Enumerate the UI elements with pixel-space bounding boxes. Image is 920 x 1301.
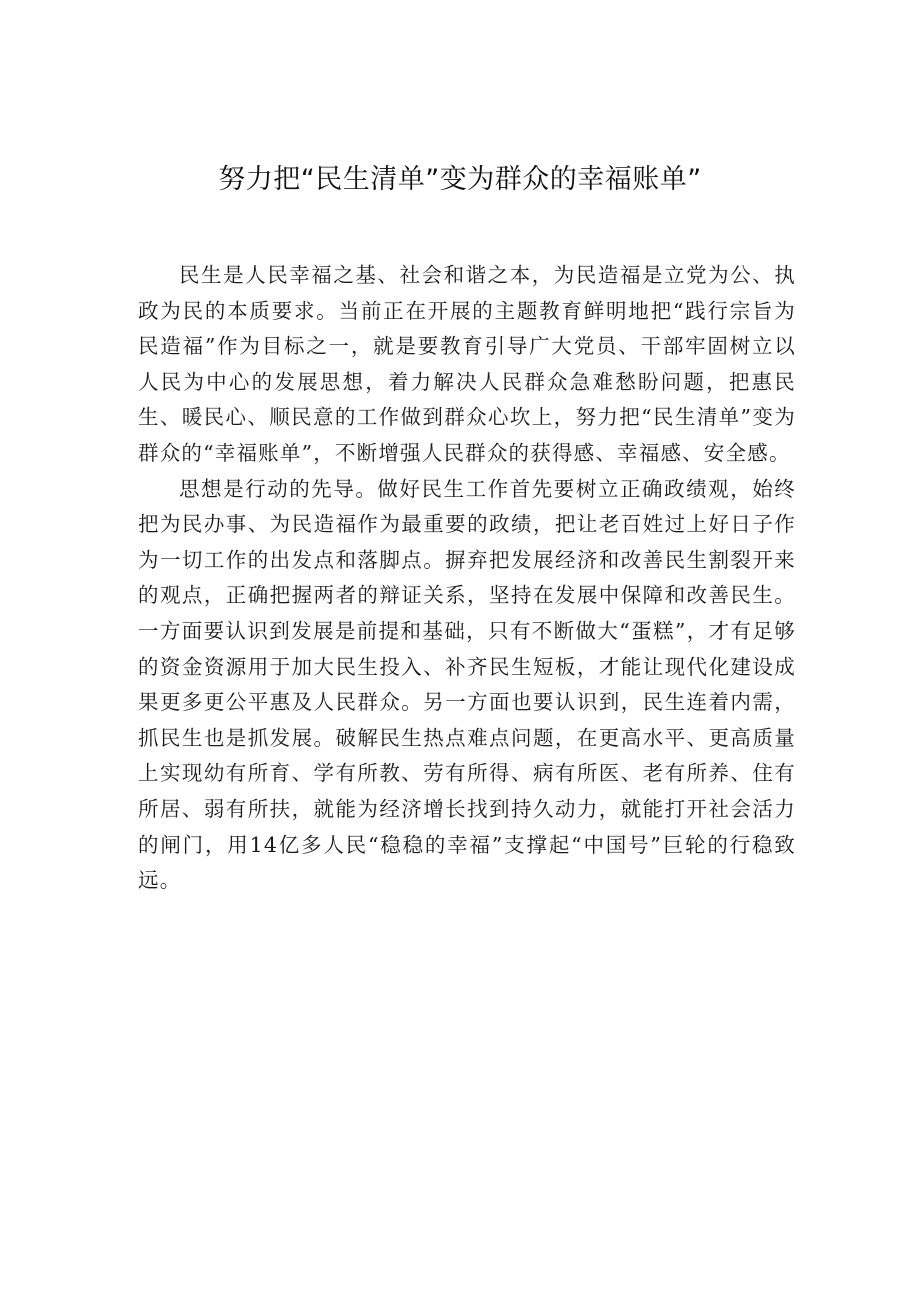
document-title: 努力把“民生清单”变为群众的幸福账单” xyxy=(218,164,702,195)
paragraph-1: 民生是人民幸福之基、社会和谐之本，为民造福是立党为公、执政为民的本质要求。当前正在开展的主题教育鲜明地把“践行宗旨为民造福”作为目标之一，就是要教育引导广大党员、干部牢固树立以人民为中心的发展思想，着力解决人民群众急难愁盼问题，把惠民生、暖民心、顺民意的工作做到群众心坎上，努力把“民生清单”变为群众的“幸福账单”，不断增强人民群众的获得感、幸福感、安全感。 xyxy=(138,263,796,465)
document-body xyxy=(138,258,796,899)
paragraph-2: 思想是行动的先导。做好民生工作首先要树立正确政绩观，始终把为民办事、为民造福作为最重要的政绩，把让老百姓过上好日子作为一切工作的出发点和落脚点。摒弃把发展经济和改善民生割裂开来的观点，正确把握两者的辩证关系，坚持在发展中保障和改善民生。一方面要认识到发展是前提和基础，只有不断做大“蛋糕”，才有足够的资金资源用于加大民生投入、补齐民生短板，才能让现代化建设成果更多更公平惠及人民群众。另一方面也要认识到，民生连着内需，抓民生也是抓发展。破解民生热点难点问题，在更高水平、更高质量上实现幼有所育、学有所教、劳有所得、病有所医、老有所养、住有所居、弱有所扶，就能为经济增长找到持久动力，就能打开社会活力的闸门，用14亿多人民“稳稳的幸福”支撑起“中国号”巨轮的行稳致远。 xyxy=(138,476,796,893)
